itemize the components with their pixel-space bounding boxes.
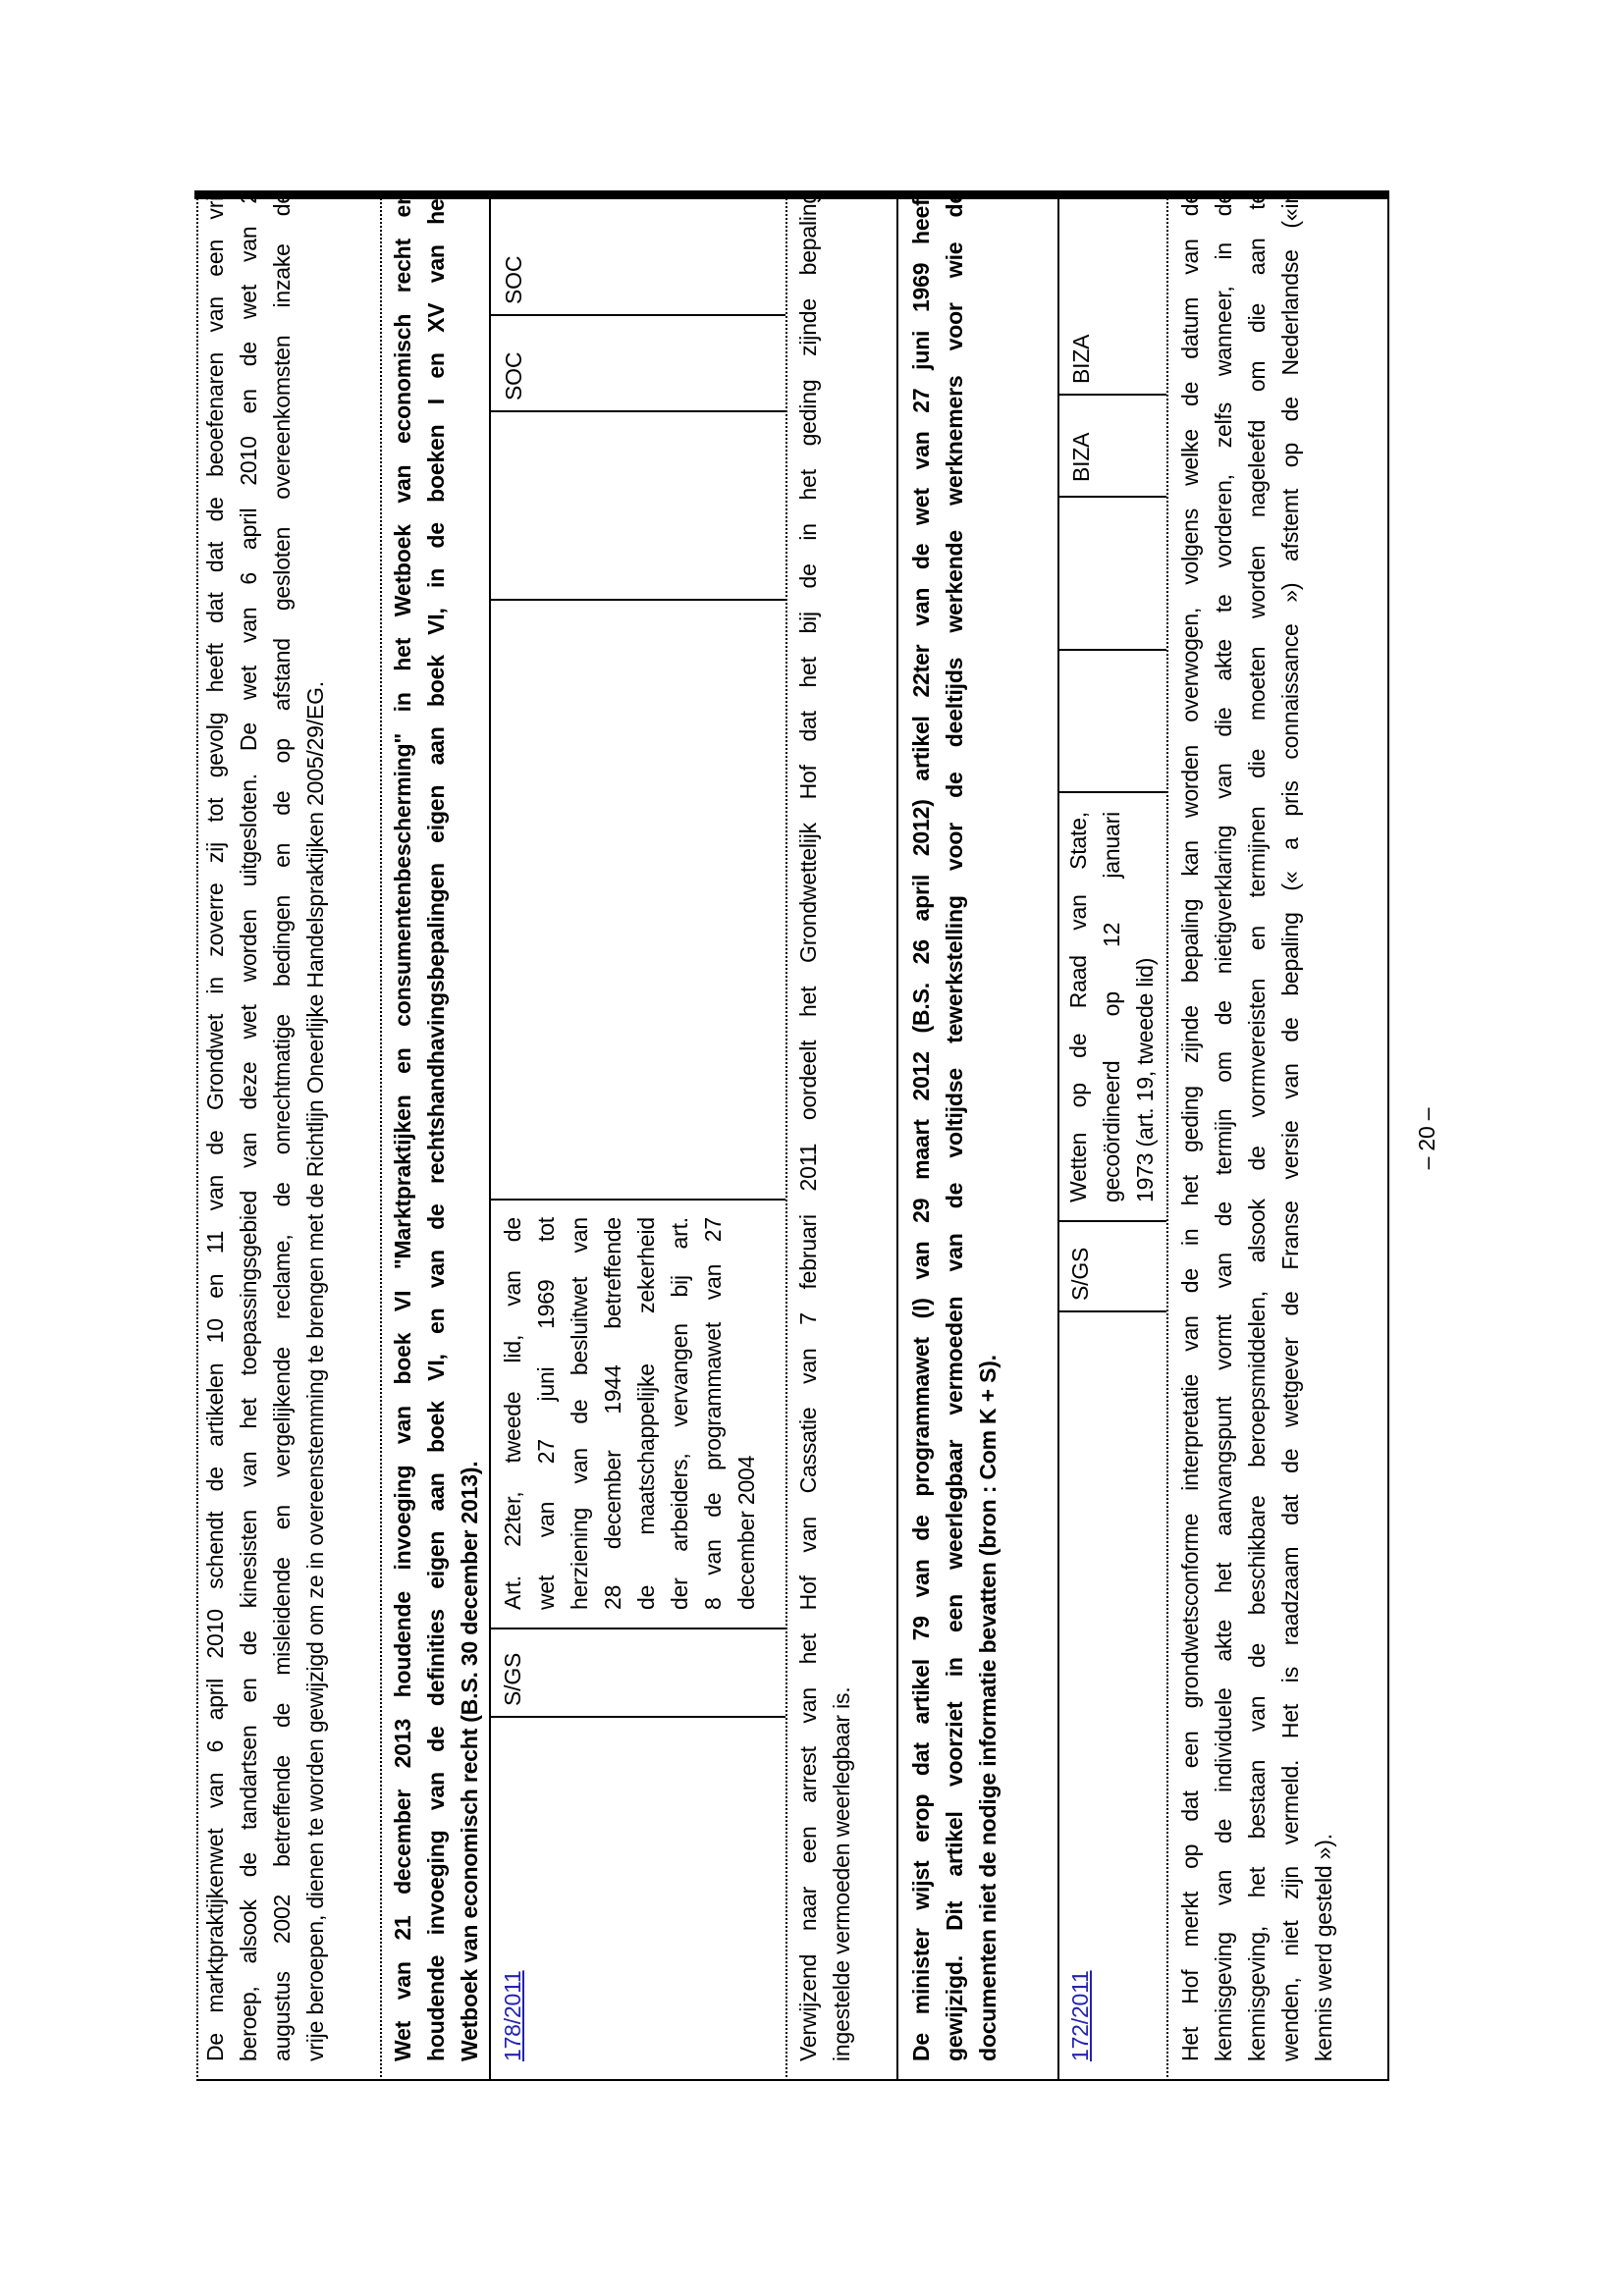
law-title-wet-21-december-2013 <box>386 191 486 2061</box>
row6-cell-border-3 <box>1057 791 1166 793</box>
text-line: kennisgeving van de individuele akte het aanvangspunt vormt van de termijn om de nietigverklaring van die akte te vorderen, zelfs wanneer, in de <box>1211 191 1236 2061</box>
text-line: kennisgeving, het bestaan van de beschikbare beroepsmiddelen, alsook de vormvereisten en termijnen die moeten worden nageleefd om die aan te <box>1244 191 1270 2061</box>
text-line: Wetten op de Raad van State, <box>1065 812 1091 1202</box>
page-number: – 20 – <box>1414 1107 1439 1170</box>
case-link-172-2011[interactable]: 172/2011 <box>1067 1970 1093 2061</box>
row6-department-1: BIZA <box>1068 334 1094 384</box>
row3-law-reference <box>496 1217 763 1610</box>
text-line: gewijzigd. Dit artikel voorziet in een weerlegbaar vermoeden van de voltijdse tewerkstelling voor de deeltijds werkende werknemers voor wie de <box>942 191 967 2061</box>
paragraph-verwijzend-arrest <box>791 191 858 2061</box>
paragraph-marktpraktijkenwet <box>198 191 332 2061</box>
text-line: wet van 27 juni 1969 tot <box>533 1217 559 1610</box>
row6-chamber-label: S/GS <box>1067 1247 1093 1301</box>
row3-department-1: SOC <box>501 255 526 304</box>
text-line: 8 van de programmawet van 27 <box>700 1217 726 1610</box>
row6-cell-border-5 <box>1057 496 1166 498</box>
row6-cell-border-6 <box>1057 394 1166 396</box>
text-line: Verwijzend naar een arrest van het Hof van Cassatie van 7 februari 2011 oordeelt het Grondwettelijk Hof dat het bij de in het geding zijnde bepaling <box>795 191 821 2061</box>
text-line: houdende invoeging van de definities eigen aan boek VI, en van de rechtshandhavingsbepalingen eigen aan boek VI, in de boeken I en XV van het <box>423 191 449 2061</box>
text-line: Wet van 21 december 2013 houdende invoeging van boek VI "Marktpraktijken en consumentenbescherming" in het Wetboek van economisch recht en <box>390 191 415 2061</box>
text-line: Wetboek van economisch recht (B.S. 30 december 2013). <box>457 1461 482 2061</box>
text-line: Het Hof merkt op dat een grondwetsconforme interpretatie van de in het geding zijnde bepaling kan worden overwogen, volgens welke de datum van de <box>1177 191 1203 2061</box>
row3-cell-border-2 <box>489 1628 785 1629</box>
paragraph-minister-programmawet <box>904 191 1004 2061</box>
row3-chamber-label: S/GS <box>500 1652 525 1706</box>
text-line: herziening van de besluitwet van <box>567 1217 592 1610</box>
text-line: der arbeiders, vervangen bij art. <box>667 1217 692 1610</box>
row6-cell-border-1 <box>1057 1310 1166 1312</box>
text-line: vrije beroepen, dienen te worden gewijzigd om ze in overeenstemming te brengen met de Richtlijn Oneerlijke Handelspraktijken 2005/29/EG. <box>302 681 328 2061</box>
text-line: De minister wijst erop dat artikel 79 van de programmawet (I) van 29 maart 2012 (B.S. 26 april 2012) artikel 22ter van de wet van 27 juni 1969 heeft <box>908 191 934 2061</box>
text-line: 28 december 1944 betreffende <box>600 1217 625 1610</box>
row3-cell-border-1 <box>489 1716 785 1718</box>
text-line: Art. 22ter, tweede lid, van de <box>500 1217 525 1610</box>
row-separator-3 <box>785 190 787 2081</box>
paragraph-het-hof-merkt-op <box>1173 191 1340 2061</box>
row3-cell-border-4 <box>489 599 785 601</box>
text-line: beroep, alsook de tandartsen en de kinesisten van het toepassingsgebied van deze wet worden uitgesloten. De wet van 6 april 2010 en de wet van 2 <box>236 191 261 2061</box>
row3-cell-border-5 <box>489 410 785 412</box>
text-line: De marktpraktijkenwet van 6 april 2010 schendt de artikelen 10 en 11 van de Grondwet in zoverre zij tot gevolg heeft dat dat de beoefenaren van een vrij <box>202 191 228 2061</box>
rotated-landscape-content <box>187 187 1463 2091</box>
text-line: december 2004 <box>733 1455 759 1610</box>
row6-cell-border-4 <box>1057 649 1166 651</box>
text-line: wenden, niet zijn vermeld. Het is raadzaam dat de wetgever de Franse versie van de bepaling (« a pris connaissance ») afstemt op de Nederlandse («in <box>1277 191 1303 2061</box>
row-separator-1 <box>380 190 382 2081</box>
table-left-border <box>196 2079 1387 2081</box>
text-line: documenten niet de nodige informatie bevatten (bron : Com K + S). <box>975 1355 1001 2061</box>
row6-cell-border-2 <box>1057 1220 1166 1222</box>
row6-department-2: BIZA <box>1068 432 1094 482</box>
text-line: gecoördineerd op 12 januari <box>1099 812 1124 1202</box>
row3-department-2: SOC <box>501 351 526 400</box>
table-bottom-border <box>1387 190 1389 2081</box>
text-line: kennis werd gesteld »). <box>1311 1834 1336 2061</box>
row3-cell-border-3 <box>489 1199 785 1201</box>
text-line: ingestelde vermoeden weerlegbaar is. <box>829 1686 854 2061</box>
row-separator-5 <box>1057 190 1059 2081</box>
text-line: augustus 2002 betreffende de misleidende en vergelijkende reclame, de onrechtmatige bedingen en de op afstand gesloten overeenkomsten inzake de <box>269 191 295 2061</box>
row-separator-2 <box>489 190 491 2081</box>
row-separator-4 <box>896 190 898 2081</box>
row3-cell-border-6 <box>489 314 785 316</box>
text-line: 1973 (art. 19, tweede lid) <box>1132 957 1158 1202</box>
text-line: de maatschappelijke zekerheid <box>633 1217 659 1610</box>
case-link-178-2011[interactable]: 178/2011 <box>500 1970 525 2061</box>
row-separator-6 <box>1166 190 1168 2081</box>
row6-law-reference <box>1061 812 1162 1202</box>
